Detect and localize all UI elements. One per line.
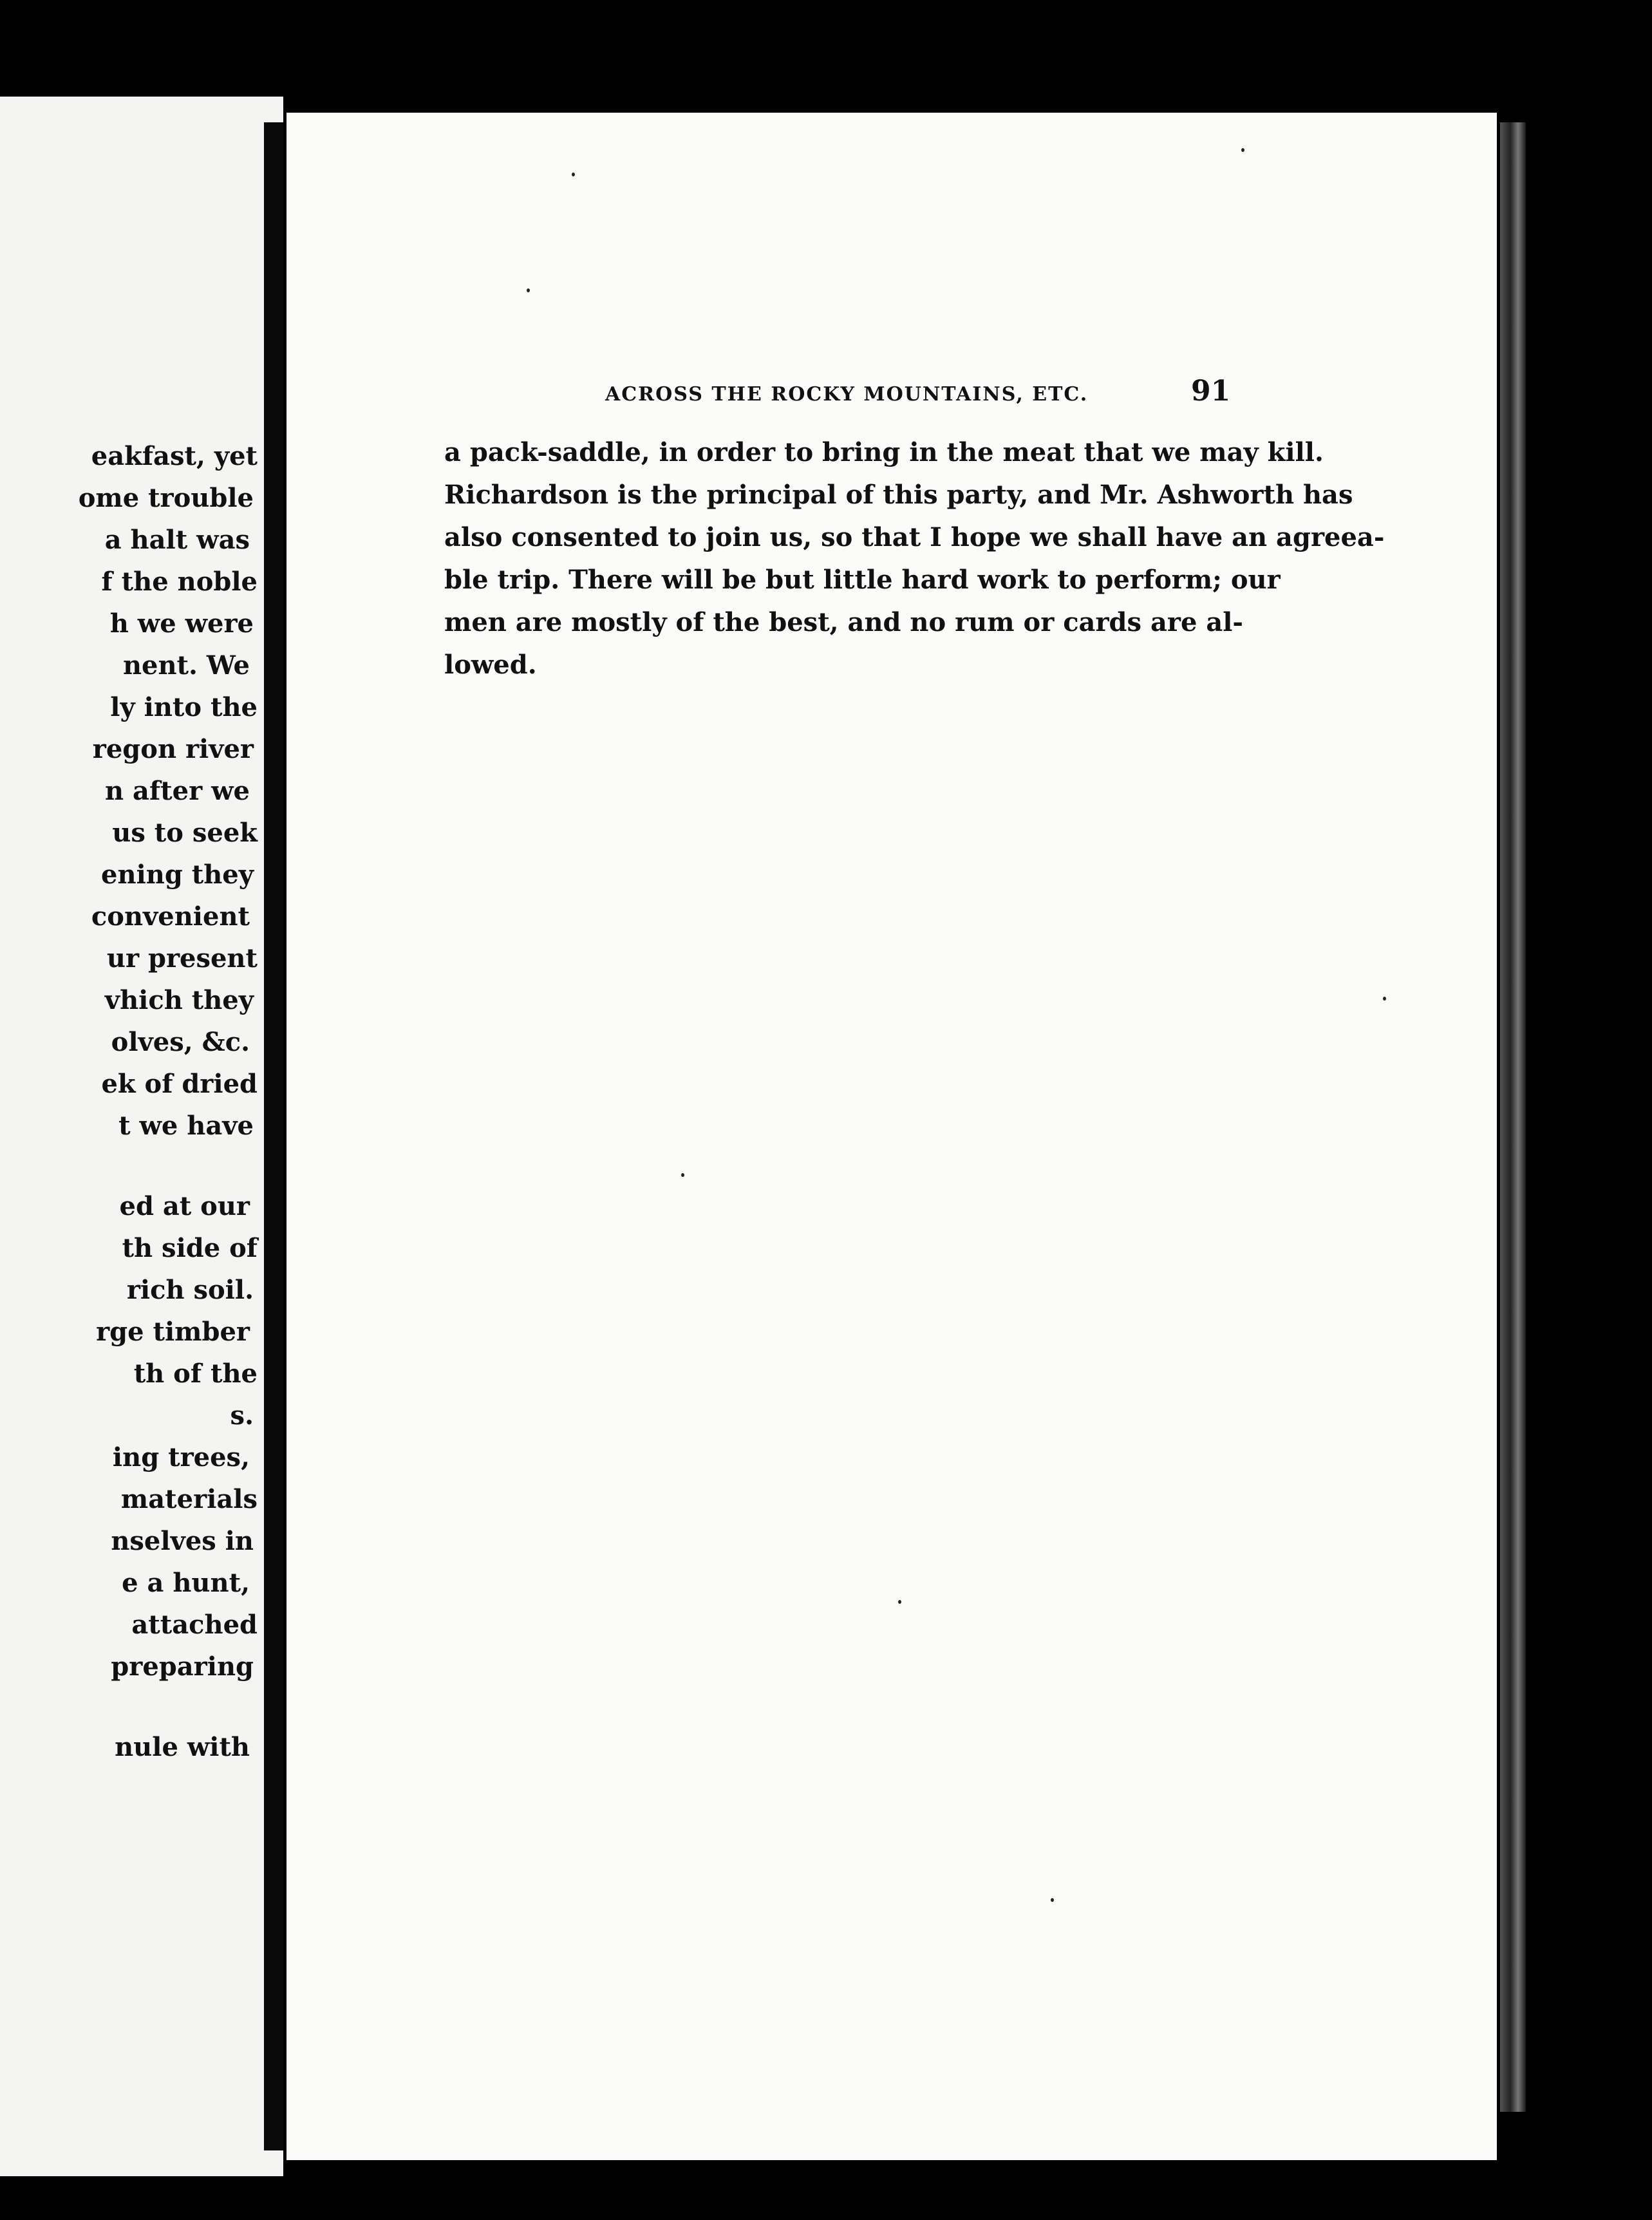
body-line: Richardson is the principal of this party, and Mr. Ashworth has: [444, 480, 1353, 510]
previous-page-line: materials: [120, 1484, 258, 1514]
previous-page-line: ly into the: [110, 692, 258, 722]
body-line: men are mostly of the best, and no rum or cards are al-: [444, 607, 1244, 637]
scan-speck: [1383, 997, 1386, 1001]
body-paragraph: [444, 431, 1385, 686]
scan-speck: [527, 288, 530, 292]
previous-page-line: us to seek: [112, 818, 258, 848]
page-number: 91: [1191, 375, 1231, 408]
previous-page: [0, 97, 283, 2176]
previous-page-line: olves, &c.: [111, 1027, 250, 1057]
previous-page-line: ing trees,: [112, 1442, 250, 1472]
body-line: ble trip. There will be but little hard work to perform; our: [444, 565, 1281, 595]
previous-page-line: h we were: [109, 608, 254, 639]
previous-page-line: th of the: [133, 1359, 258, 1389]
scan-speck: [1241, 148, 1244, 152]
page-edge: [1500, 122, 1526, 2112]
previous-page-line: ur present: [106, 943, 258, 974]
previous-page-line: vhich they: [104, 985, 254, 1015]
previous-page-line: eakfast, yet: [91, 441, 258, 471]
previous-page-line: regon river: [92, 734, 254, 764]
previous-page-line: t we have: [118, 1111, 254, 1141]
previous-page-line: preparing: [111, 1651, 254, 1682]
previous-page-line: a halt was: [104, 525, 250, 555]
previous-page-line: rich soil.: [126, 1275, 254, 1305]
previous-page-line: ek of dried: [101, 1069, 258, 1099]
body-line: a pack-saddle, in order to bring in the meat that we may kill.: [444, 437, 1324, 467]
body-line: also consented to join us, so that I hope we shall have an agreea-: [444, 522, 1385, 552]
body-line: lowed.: [444, 650, 537, 680]
previous-page-line: convenient: [91, 901, 250, 932]
scan-speck: [572, 173, 575, 176]
previous-page-line: rge timber: [96, 1317, 250, 1347]
previous-page-line: th side of: [122, 1233, 258, 1263]
previous-page-line: ening they: [101, 860, 254, 890]
scan-speck: [898, 1600, 901, 1604]
previous-page-line: nselves in: [111, 1526, 254, 1556]
current-page: [286, 113, 1497, 2160]
previous-page-line: f the noble: [101, 567, 258, 597]
previous-page-line: n after we: [105, 776, 250, 806]
previous-page-line: nule with: [115, 1732, 250, 1762]
previous-page-line: ome trouble: [78, 483, 254, 513]
previous-page-line: s.: [230, 1400, 254, 1431]
previous-page-line: attached: [131, 1610, 258, 1640]
previous-page-line: ed at our: [119, 1191, 250, 1221]
previous-page-line: e a hunt,: [122, 1568, 250, 1598]
page-gutter: [264, 122, 283, 2150]
running-head: ACROSS THE ROCKY MOUNTAINS, ETC.: [605, 383, 1089, 406]
scan-speck: [1051, 1898, 1054, 1902]
scan-speck: [681, 1173, 684, 1177]
previous-page-line: nent. We: [122, 650, 250, 681]
